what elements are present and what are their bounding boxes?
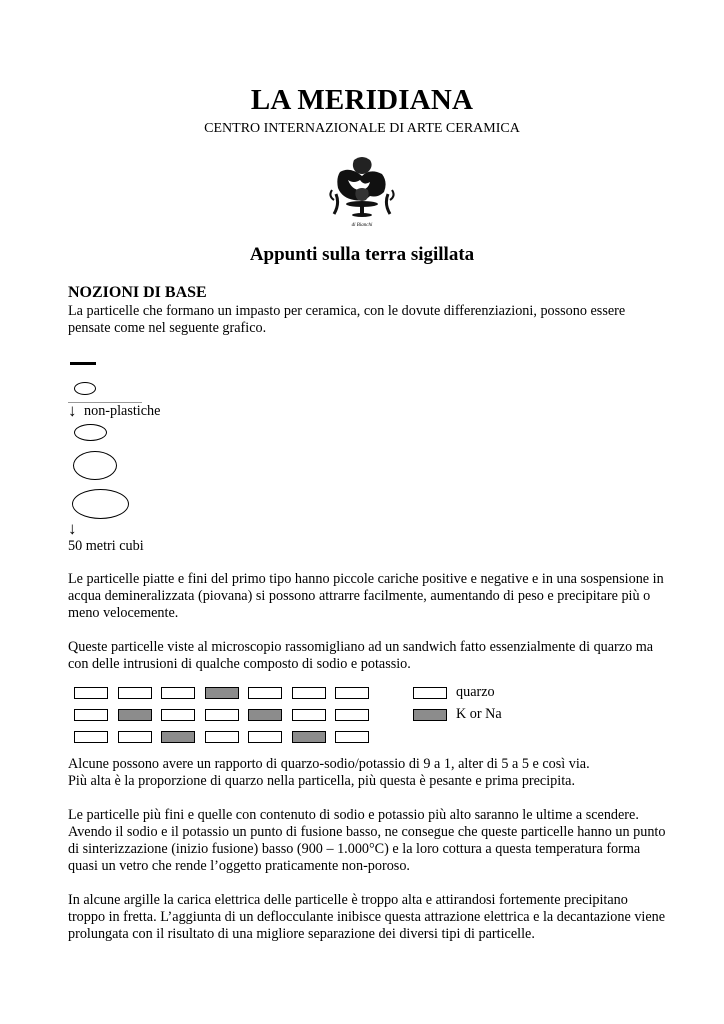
particle-ellipse-xs bbox=[74, 382, 96, 395]
page-title: LA MERIDIANA bbox=[250, 84, 474, 116]
paragraph-3-line-2: Più alta è la proporzione di quarzo nella particella, più questa è pesante e prima precipita. bbox=[68, 773, 575, 789]
grid-cell bbox=[74, 709, 108, 721]
grid-cell bbox=[205, 709, 239, 721]
section-heading: NOZIONI DI BASE bbox=[68, 284, 207, 301]
legend-label: K or Na bbox=[456, 706, 502, 722]
legend-swatch bbox=[413, 709, 447, 721]
logo-potter-image bbox=[326, 150, 398, 232]
paragraph-3-line-1: Alcune possono avere un rapporto di quarzo-sodio/potassio di 9 a 1, alter di 5 a 5 e così via. bbox=[68, 756, 590, 772]
arrow-down-icon: ↓ bbox=[68, 401, 77, 420]
grid-cell bbox=[292, 687, 326, 699]
grid-cell bbox=[335, 687, 369, 699]
grid-cell bbox=[205, 687, 239, 699]
grid-cell bbox=[292, 731, 326, 743]
particle-ellipse-m bbox=[73, 451, 117, 480]
grid-cell bbox=[74, 731, 108, 743]
legend-swatch bbox=[413, 687, 447, 699]
intro-paragraph: La particelle che formano un impasto per ceramica, con le dovute differenziazioni, possono essere pensate come nel seguente grafico. bbox=[68, 303, 626, 336]
legend-label: quarzo bbox=[456, 684, 495, 700]
paragraph-2: Queste particelle viste al microscopio rassomigliano ad un sandwich fatto essenzialmente di quarzo ma con delle intrusioni di qualche composto di sodio e potassio. bbox=[68, 639, 654, 672]
particle-ellipse-l bbox=[72, 489, 129, 519]
grid-cell bbox=[161, 731, 195, 743]
nonplastic-label: non-plastiche bbox=[84, 403, 161, 419]
grid-cell bbox=[335, 731, 369, 743]
grid-cell bbox=[205, 731, 239, 743]
particle-ellipse-s bbox=[74, 424, 107, 441]
paragraph-1: Le particelle piatte e fini del primo tipo hanno piccole cariche positive e negative e in una sospensione in acqua demineralizzata (piovana) si possono attrarre facilmente, aumentando di peso e precipitare più o meno velocemente. bbox=[68, 571, 664, 621]
grid-cell bbox=[161, 687, 195, 699]
grid-cell bbox=[335, 709, 369, 721]
document-title: Appunti sulla terra sigillata bbox=[249, 244, 475, 265]
paragraph-4: Le particelle più fini e quelle con contenuto di sodio e potassio più alto saranno le ultime a scendere. Avendo il sodio e il potassio un punto di fusione basso, ne consegue che queste particelle hanno un punto di sinterizzazione (inizio fusione) basso (900 – 1.000°C) e la loro cottura a questa temperatura forma quasi un vetro che rende l’oggetto praticamente non-poroso. bbox=[68, 807, 666, 874]
grid-cell bbox=[248, 687, 282, 699]
grid-cell bbox=[248, 731, 282, 743]
grid-cell bbox=[118, 687, 152, 699]
logo-signature: di Bianchi bbox=[351, 223, 373, 228]
grid-cell bbox=[248, 709, 282, 721]
grid-cell bbox=[118, 709, 152, 721]
page-subtitle: CENTRO INTERNAZIONALE DI ARTE CERAMICA bbox=[204, 121, 520, 136]
grid-cell bbox=[74, 687, 108, 699]
bottom-label: 50 metri cubi bbox=[68, 538, 144, 554]
flat-particle-dash bbox=[70, 362, 96, 365]
paragraph-5: In alcune argille la carica elettrica delle particelle è troppo alta e attirandosi fortemente precipitano troppo in fretta. L’aggiunta di un deflocculante inibisce questa attrazione elettrica e la decantazione viene prolungata con il risultato di una migliore separazione dei diversi tipi di particelle. bbox=[68, 892, 666, 942]
grid-cell bbox=[161, 709, 195, 721]
arrow-down-icon: ↓ bbox=[68, 519, 77, 538]
grid-cell bbox=[292, 709, 326, 721]
grid-cell bbox=[118, 731, 152, 743]
